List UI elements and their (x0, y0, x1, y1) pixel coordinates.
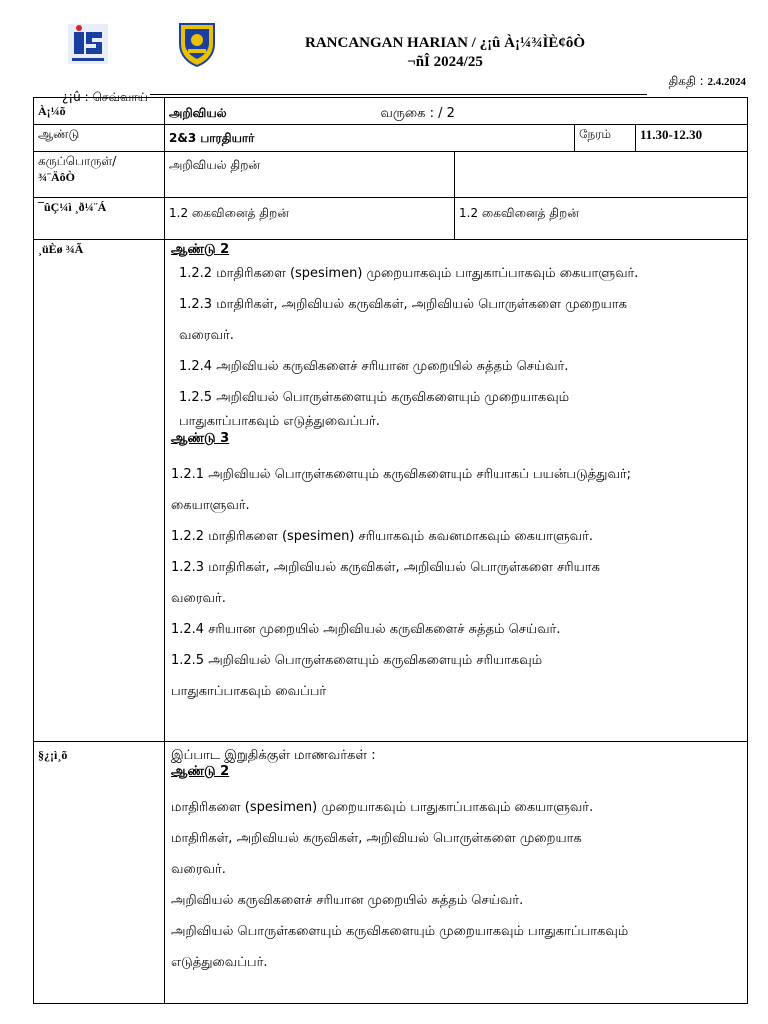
lesson-plan-table (33, 97, 748, 1004)
row-objective (34, 742, 748, 1004)
date-field (668, 74, 746, 90)
list-item: மாதிரிகள், அறிவியல் கருவிகள், அறிவியல் பொருள்களை முறையாக (171, 831, 582, 846)
list-item: 1.2.3 மாதிரிகள், அறிவியல் கருவிகள், அறிவியல் பொருள்களை முறையாக (179, 297, 627, 312)
list-item: 1.2.3 மாதிரிகள், அறிவியல் கருவிகள், அறிவியல் பொருள்களை சரியாக (171, 560, 600, 575)
list-item: வரைவர். (171, 862, 226, 877)
time-label: நேரம் (575, 125, 636, 152)
topic-value: அறிவியல் திறன் (165, 152, 455, 198)
date-label: திகதி : (668, 74, 704, 88)
learning-standard-cell (165, 240, 748, 742)
year3-heading: ஆண்டு 3 (171, 431, 230, 446)
objective-year2-heading: ஆண்டு 2 (171, 764, 230, 779)
objective-cell (165, 742, 748, 1004)
label-topic-line2: ¾¨ÄôÒ (38, 170, 75, 184)
row-topic (34, 152, 748, 198)
list-item: 1.2.5 அறிவியல் பொருள்களையும் கருவிகளையும் சரியாகவும் (171, 653, 543, 668)
year3-list (171, 459, 743, 707)
title-line-1: RANCANGAN HARIAN / ¿¡û À¡¼¾ÌÈ¢ôÒ (304, 35, 585, 51)
row-year (34, 125, 748, 152)
label-learning-standard: ¸üÈø ¾Ã (34, 240, 165, 742)
list-item: கையாளுவர். (171, 498, 250, 513)
row-subject (34, 98, 748, 125)
year2-heading: ஆண்டு 2 (171, 242, 230, 257)
subject-cell (165, 98, 748, 125)
school-logo (66, 22, 110, 66)
subject-value: அறிவியல் (169, 106, 227, 120)
list-item: பாதுகாப்பாகவும் வைப்பர் (171, 684, 327, 699)
label-year: ஆண்டு (34, 125, 165, 152)
day-field: ¿¡û : செவ்வாய் (62, 90, 148, 104)
list-item: 1.2.4 சரியான முறையில் அறிவியல் கருவிகளைச் சுத்தம் செய்வர். (171, 622, 561, 637)
list-item: அறிவியல் பொருள்களையும் கருவிகளையும் முறையாகவும் பாதுகாப்பாகவும் (171, 924, 629, 939)
year2-list (171, 258, 743, 431)
row-learning-standard (34, 240, 748, 742)
date-value: 2.4.2024 (707, 76, 746, 88)
list-item: 1.2.2 மாதிரிகளை (spesimen) முறையாகவும் பாதுகாப்பாகவும் கையாளுவர். (179, 266, 639, 281)
page-title (250, 34, 640, 72)
topic-empty (455, 152, 748, 198)
content-standard-right: 1.2 கைவினைத் திறன் (455, 198, 748, 240)
list-item: மாதிரிகளை (spesimen) முறையாகவும் பாதுகாப்பாகவும் கையாளுவர். (171, 800, 594, 815)
row-content-standard (34, 198, 748, 240)
time-value: 11.30-12.30 (636, 125, 748, 152)
crest-logo (176, 20, 218, 68)
list-item: 1.2.2 மாதிரிகளை (spesimen) சரியாகவும் கவனமாகவும் கையாளுவர். (171, 529, 594, 544)
list-item: வரைவர். (171, 591, 226, 606)
list-item: 1.2.1 அறிவியல் பொருள்களையும் கருவிகளையும் சரியாகப் பயன்படுத்துவர்; (171, 467, 632, 482)
list-item: வரைவர். (179, 328, 234, 343)
label-subject: À¡¼õ (34, 98, 165, 125)
content-standard-left: 1.2 கைவினைத் திறன் (165, 198, 455, 240)
list-item: பாதுகாப்பாகவும் எடுத்துவைப்பர். (179, 414, 380, 429)
year-value: 2&3 பாரதியார் (165, 125, 575, 152)
list-item: 1.2.4 அறிவியல் கருவிகளைச் சரியான முறையில் சுத்தம் செய்வர். (179, 359, 569, 374)
objective-list (171, 792, 743, 978)
objective-intro: இப்பாட இறுதிக்குள் மாணவர்கள் : (171, 748, 376, 763)
label-topic-line1: கருப்பொருள்/ (38, 154, 117, 168)
label-objective: §¿¡ì¸õ (34, 742, 165, 1004)
label-topic (34, 152, 165, 198)
list-item: 1.2.5 அறிவியல் பொருள்களையும் கருவிகளையும் முறையாகவும் (179, 390, 570, 405)
attendance-value: வருகை : / 2 (380, 106, 455, 121)
title-line-2: ¬ñÎ 2024/25 (407, 54, 483, 70)
list-item: எடுத்துவைப்பர். (171, 955, 268, 970)
list-item: அறிவியல் கருவிகளைச் சரியான முறையில் சுத்தம் செய்வர். (171, 893, 524, 908)
label-content-standard: ¯ûÇ¼ì ¸ð¼¨Á (34, 198, 165, 240)
